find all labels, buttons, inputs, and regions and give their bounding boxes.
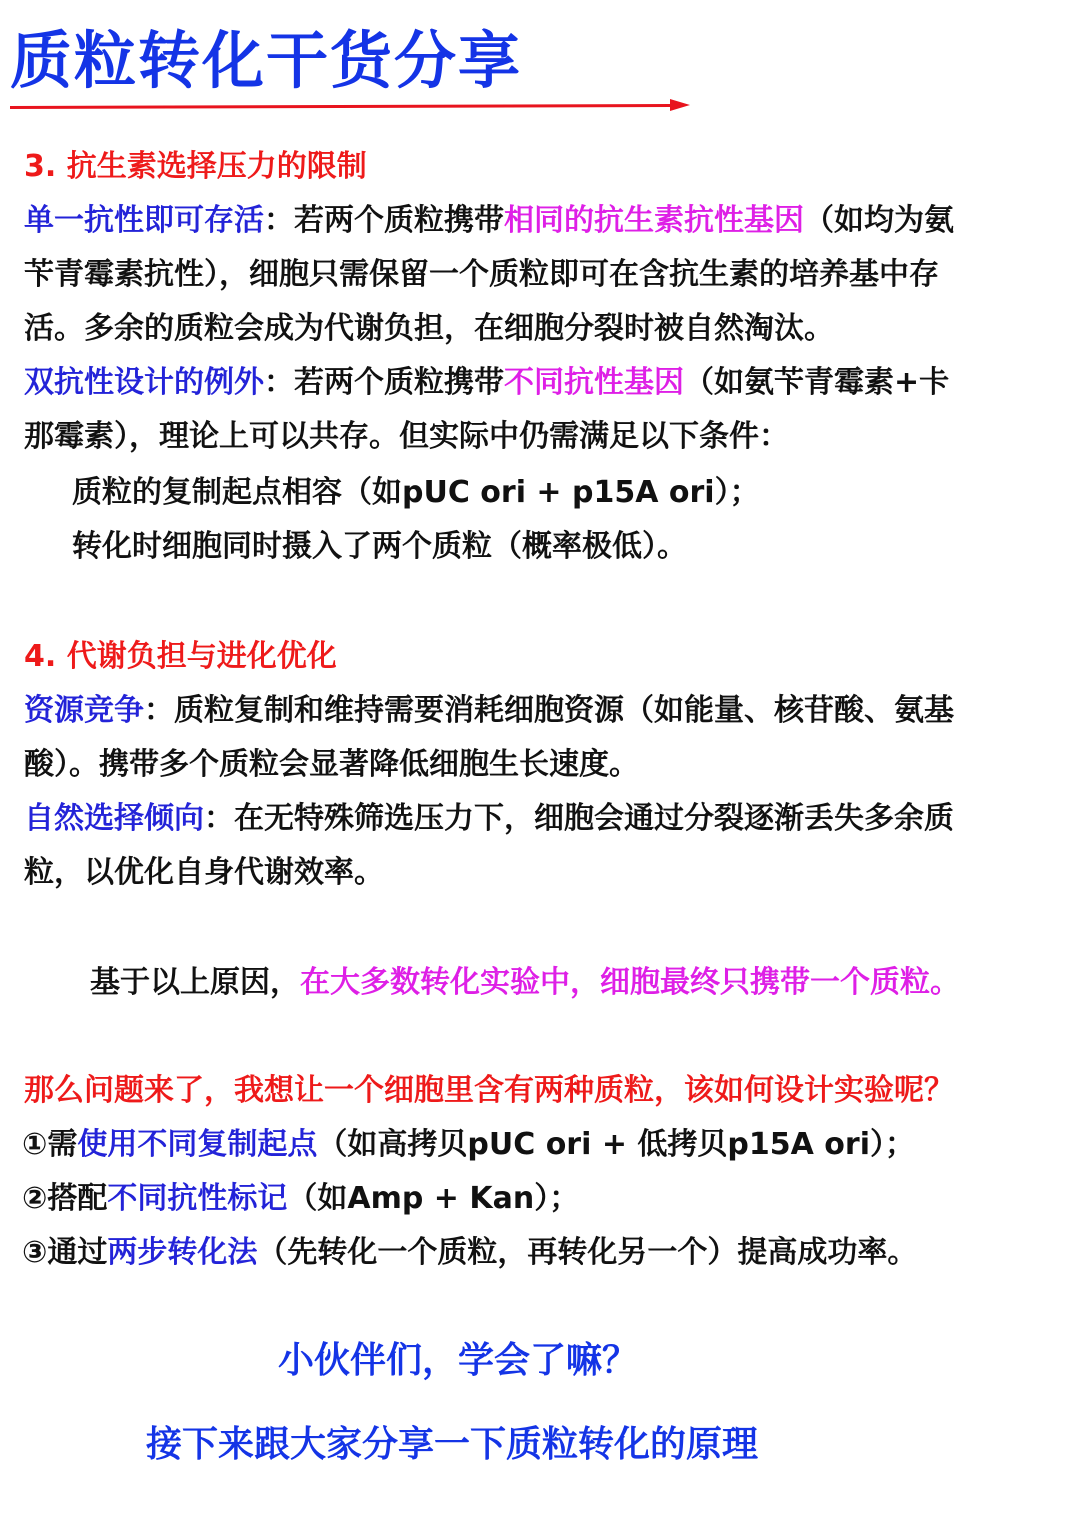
solution-2-marker: ②搭配 <box>22 1181 108 1216</box>
page-title: 质粒转化干货分享 <box>10 24 523 97</box>
condition-1: 质粒的复制起点相容（如pUC ori + p15A ori）； <box>72 475 760 510</box>
body-text: （如氨苄青霉素+卡 <box>684 365 950 400</box>
footer-line-2: 接下来跟大家分享一下质粒转化的原理 <box>146 1424 759 1465</box>
title-underline-arrow <box>10 96 690 120</box>
conclusion <box>90 965 960 1000</box>
highlight-different-gene: 不同抗性基因 <box>504 365 684 400</box>
solution-1-text: （如高拷贝pUC ori + 低拷贝p15A ori）； <box>317 1127 915 1162</box>
body-text: ：质粒复制和维持需要消耗细胞资源（如能量、核苷酸、氨基 <box>144 693 954 728</box>
section-4-line-2: 酸）。携带多个质粒会显著降低细胞生长速度。 <box>24 747 639 782</box>
solution-3-text: （先转化一个质粒，再转化另一个）提高成功率。 <box>257 1235 918 1270</box>
section-4-heading: 4. 代谢负担与进化优化 <box>24 639 337 674</box>
question-heading: 那么问题来了，我想让一个细胞里含有两种质粒，该如何设计实验呢？ <box>24 1073 954 1108</box>
section-4-line-3 <box>24 801 954 836</box>
section-4-line-4: 粒，以优化自身代谢效率。 <box>24 855 384 890</box>
keyword-resource-competition: 资源竞争 <box>24 693 144 728</box>
solution-3-marker: ③通过 <box>22 1235 108 1270</box>
solution-1 <box>22 1127 915 1162</box>
section-3-line-2: 苄青霉素抗性），细胞只需保留一个质粒即可在含抗生素的培养基中存 <box>24 257 939 292</box>
section-3-heading: 3. 抗生素选择压力的限制 <box>24 149 367 184</box>
body-text: ：若两个质粒携带 <box>264 365 504 400</box>
body-text: ：在无特殊筛选压力下，细胞会通过分裂逐渐丢失多余质 <box>204 801 954 836</box>
body-text: （如均为氨 <box>804 203 954 238</box>
keyword-natural-selection: 自然选择倾向 <box>24 801 204 836</box>
section-3-line-4 <box>24 365 950 400</box>
section-4-line-1 <box>24 693 954 728</box>
condition-2: 转化时细胞同时摄入了两个质粒（概率极低）。 <box>72 529 687 564</box>
solution-1-marker: ①需 <box>22 1127 78 1162</box>
section-3-line-3: 活。多余的质粒会成为代谢负担，在细胞分裂时被自然淘汰。 <box>24 311 834 346</box>
conclusion-highlight: 在大多数转化实验中，细胞最终只携带一个质粒。 <box>300 965 960 1000</box>
conclusion-prefix: 基于以上原因， <box>90 965 300 1000</box>
footer-line-1: 小伙伴们，学会了嘛？ <box>278 1340 639 1381</box>
highlight-same-gene: 相同的抗生素抗性基因 <box>504 203 804 238</box>
section-3-line-1 <box>24 203 954 238</box>
keyword-single-resistance: 单一抗性即可存活 <box>24 203 264 238</box>
solution-2 <box>22 1181 580 1216</box>
section-3-line-5: 那霉素），理论上可以共存。但实际中仍需满足以下条件： <box>24 419 789 454</box>
solution-2-keyword: 不同抗性标记 <box>107 1181 288 1216</box>
solution-3-keyword: 两步转化法 <box>107 1235 258 1270</box>
solution-1-keyword: 使用不同复制起点 <box>77 1127 318 1162</box>
body-text: ：若两个质粒携带 <box>264 203 504 238</box>
solution-3 <box>22 1235 918 1270</box>
solution-2-text: （如Amp + Kan）； <box>287 1181 580 1216</box>
keyword-dual-resistance: 双抗性设计的例外 <box>24 365 264 400</box>
